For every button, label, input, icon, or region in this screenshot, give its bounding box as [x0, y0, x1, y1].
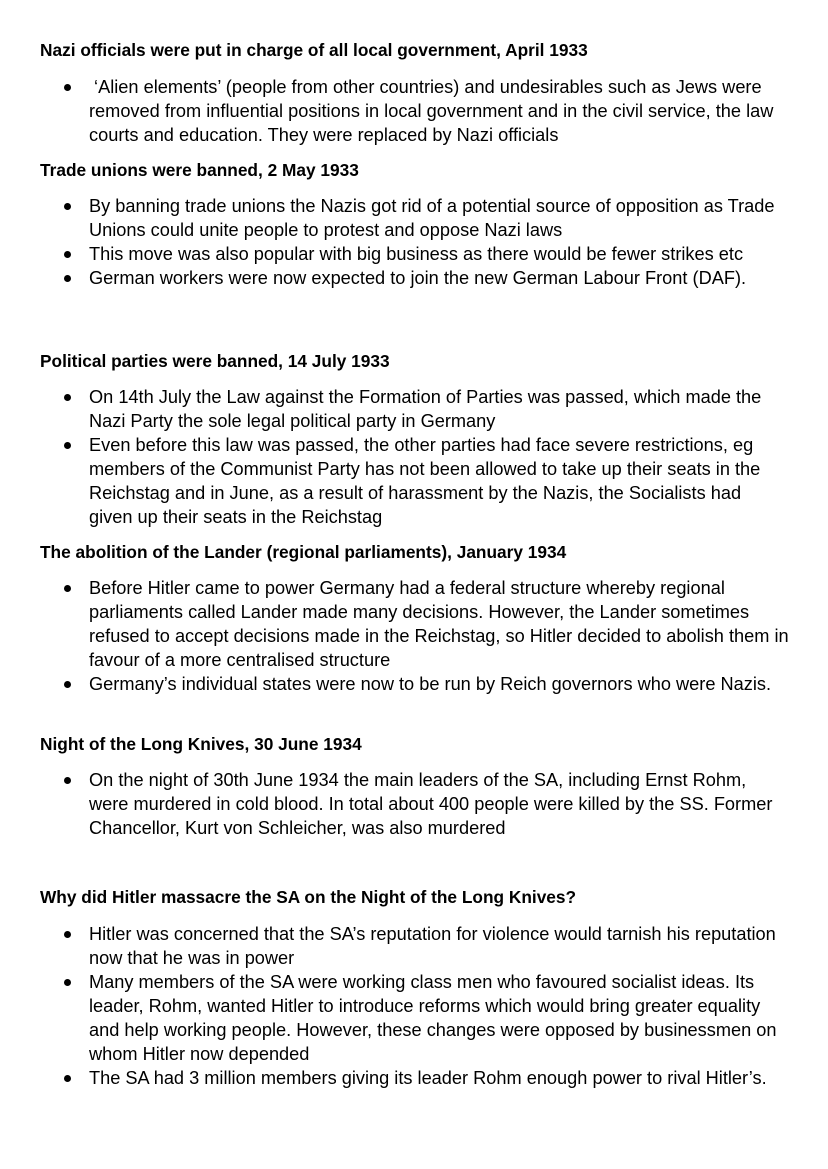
- bullet-icon: [64, 442, 71, 449]
- bullet-icon: [64, 777, 71, 784]
- section-heading: Why did Hitler massacre the SA on the Night of the Long Knives?: [40, 887, 577, 907]
- bullet-icon: [64, 394, 71, 401]
- section-lander-abolition: [40, 541, 800, 696]
- bullet-list: [40, 194, 800, 290]
- section-heading: The abolition of the Lander (regional parliaments), January 1934: [40, 542, 567, 562]
- bullet-text: ‘Alien elements’ (people from other countries) and undesirables such as Jews were removed from influential positions in local government and in the civil service, the law courts and education. They were replaced by Nazi officials: [89, 77, 774, 145]
- bullet-icon: [64, 275, 71, 282]
- bullet-icon: [64, 681, 71, 688]
- bullet-item: [40, 433, 789, 529]
- section-local-government: [40, 39, 800, 147]
- bullet-item: [40, 922, 789, 970]
- section-night-long-knives: [40, 733, 800, 840]
- section-heading: Night of the Long Knives, 30 June 1934: [40, 734, 362, 754]
- bullet-list: [40, 385, 800, 529]
- section-political-parties: [40, 350, 800, 529]
- section-heading: Nazi officials were put in charge of all local government, April 1933: [40, 40, 588, 60]
- bullet-icon: [64, 1075, 71, 1082]
- bullet-icon: [64, 84, 71, 91]
- bullet-item: [40, 1066, 789, 1090]
- bullet-text: This move was also popular with big business as there would be fewer strikes etc: [89, 244, 744, 264]
- bullet-item: [40, 242, 789, 266]
- bullet-icon: [64, 585, 71, 592]
- bullet-text: By banning trade unions the Nazis got rid of a potential source of opposition as Trade Unions could unite people to protest and oppose Nazi laws: [89, 196, 775, 240]
- bullet-icon: [64, 203, 71, 210]
- section-why-massacre: [40, 886, 800, 1090]
- bullet-icon: [64, 931, 71, 938]
- bullet-text: On the night of 30th June 1934 the main leaders of the SA, including Ernst Rohm, were murdered in cold blood. In total about 400 people were killed by the SS. Former Chancellor, Kurt von Schleicher, was also murdered: [89, 770, 773, 838]
- bullet-list: [40, 576, 800, 696]
- bullet-icon: [64, 979, 71, 986]
- bullet-item: [40, 672, 789, 696]
- section-trade-unions: [40, 159, 800, 290]
- bullet-text: The SA had 3 million members giving its leader Rohm enough power to rival Hitler’s.: [89, 1068, 767, 1088]
- bullet-icon: [64, 251, 71, 258]
- bullet-text: Hitler was concerned that the SA’s reputation for violence would tarnish his reputation now that he was in power: [89, 924, 776, 968]
- bullet-text: Even before this law was passed, the other parties had face severe restrictions, eg members of the Communist Party has not been allowed to take up their seats in the Reichstag and in June, as a result of harassment by the Nazis, the Socialists had given up their seats in the Reichstag: [89, 435, 761, 527]
- bullet-item: [40, 576, 789, 672]
- bullet-item: [40, 768, 789, 840]
- bullet-list: [40, 922, 800, 1090]
- bullet-item: [40, 385, 789, 433]
- bullet-text: Germany’s individual states were now to be run by Reich governors who were Nazis.: [89, 674, 772, 694]
- bullet-item: [40, 266, 789, 290]
- bullet-text: Before Hitler came to power Germany had a federal structure whereby regional parliaments called Lander made many decisions. However, the Lander sometimes refused to accept decisions made in the Reichstag, so Hitler decided to abolish them in favour of a more centralised structure: [89, 578, 789, 670]
- bullet-list: [40, 768, 800, 840]
- section-heading: Political parties were banned, 14 July 1933: [40, 351, 390, 371]
- bullet-item: [40, 75, 789, 147]
- bullet-text: Many members of the SA were working class men who favoured socialist ideas. Its leader, Rohm, wanted Hitler to introduce reforms which would bring greater equality and help working people. However, these changes were opposed by businessmen on whom Hitler now depended: [89, 972, 777, 1064]
- bullet-item: [40, 194, 789, 242]
- section-heading: Trade unions were banned, 2 May 1933: [40, 160, 359, 180]
- bullet-list: [40, 75, 800, 147]
- bullet-text: German workers were now expected to join the new German Labour Front (DAF).: [89, 268, 747, 288]
- bullet-text: On 14th July the Law against the Formation of Parties was passed, which made the Nazi Party the sole legal political party in Germany: [89, 387, 762, 431]
- bullet-item: [40, 970, 789, 1066]
